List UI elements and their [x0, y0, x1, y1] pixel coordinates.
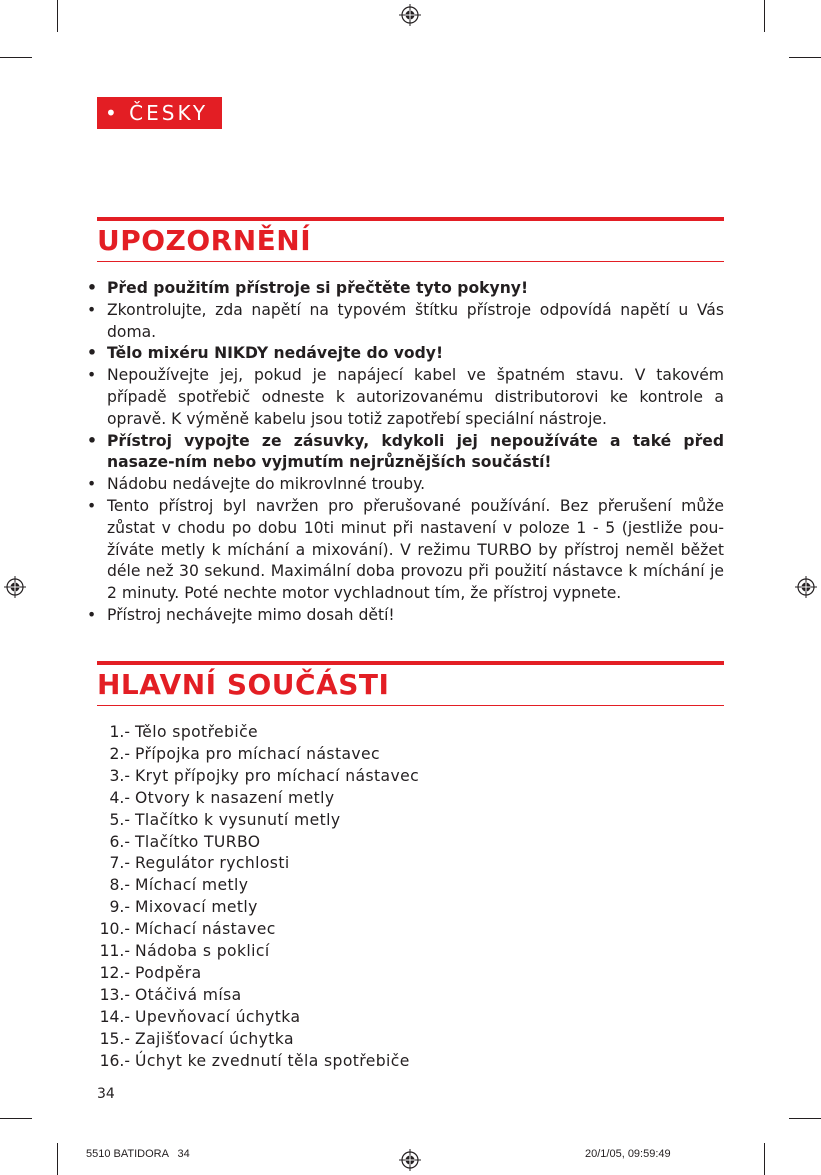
list-item [87, 919, 419, 941]
part-name: Zajišťovací úchytka [135, 1029, 294, 1048]
part-number: 6.- [109, 832, 130, 851]
warnings-list [87, 278, 724, 627]
part-number: 4.- [109, 788, 130, 807]
language-tag: • ČESKY [97, 97, 222, 129]
part-name: Tlačítko k vysunutí metly [135, 810, 341, 829]
part-number: 8.- [109, 876, 130, 895]
list-item [87, 985, 419, 1007]
warnings-section-title: UPOZORNĚNÍ [97, 224, 312, 257]
crop-mark-bottom-left-horizontal [0, 1118, 32, 1119]
list-item [87, 722, 419, 744]
section-rule-warnings [97, 217, 724, 221]
crop-mark-bottom-left-vertical [57, 1143, 58, 1175]
part-number: 12.- [99, 963, 130, 982]
list-item [87, 1007, 419, 1029]
print-slug-left: 5510 BATIDORA 34 [86, 1148, 190, 1160]
parts-section-title: HLAVNÍ SOUČÁSTI [97, 668, 390, 701]
warning-item: • Tento přístroj byl navržen pro přerušované používání. Bez přerušení může zůstat v chodu po dobu 10ti minut při nastavení v poloze 1 - 5 (jestliže pou-žíváte metly k míchání a mixování). V režimu TURBO by přístroj neměl běžet déle než 30 sekund. Maximální doba provozu při použití nástavce k míchání je 2 minuty. Poté nechte motor vychladnout tím, že přístroj vypnete. [87, 496, 724, 605]
list-item [87, 853, 419, 875]
part-name: Míchací metly [135, 876, 249, 895]
list-item [87, 1029, 419, 1051]
page-number: 34 [97, 1086, 115, 1102]
part-name: Upevňovací úchytka [135, 1007, 301, 1026]
crop-mark-top-right-horizontal [789, 57, 821, 58]
registration-mark-bottom-icon [399, 1149, 421, 1171]
part-name: Úchyt ke zvednutí těla spotřebiče [135, 1051, 410, 1070]
part-name: Tělo spotřebiče [135, 723, 259, 741]
part-number: 1.- [109, 723, 130, 741]
section-underline-parts [97, 705, 724, 706]
part-number: 5.- [109, 810, 130, 829]
print-slug-timestamp: 20/1/05, 09:59:49 [585, 1148, 671, 1160]
warning-item: • Tělo mixéru NIKDY nedávejte do vody! [87, 343, 724, 365]
part-number: 9.- [109, 898, 130, 917]
part-number: 11.- [99, 942, 130, 961]
list-item [87, 788, 419, 810]
registration-mark-top-icon [399, 4, 421, 26]
warning-item: • Nepoužívejte jej, pokud je napájecí kabel ve špatném stavu. V takovém případě spotřebič odneste k autorizovanému distributorovi ke kontrole a opravě. K výměně kabelu jsou totiž zapotřebí speciální nástroje. [87, 365, 724, 430]
part-number: 3.- [109, 766, 130, 785]
part-name: Přípojka pro míchací nástavec [135, 744, 381, 763]
part-name: Mixovací metly [135, 898, 258, 917]
section-rule-parts [97, 661, 724, 665]
warning-item: • Před použitím přístroje si přečtěte tyto pokyny! [87, 278, 724, 300]
part-number: 7.- [109, 854, 130, 873]
warning-item: • Přístroj nechávejte mimo dosah dětí! [87, 605, 724, 627]
crop-mark-bottom-right-horizontal [789, 1118, 821, 1119]
warning-item: • Zkontrolujte, zda napětí na typovém štítku přístroje odpovídá napětí u Vás doma. [87, 300, 724, 344]
parts-list [87, 722, 419, 1073]
part-name: Regulátor rychlosti [135, 854, 290, 873]
part-name: Otáčivá mísa [135, 985, 242, 1004]
list-item [87, 744, 419, 766]
crop-mark-bottom-right-vertical [764, 1143, 765, 1175]
part-name: Nádoba s poklicí [135, 942, 270, 961]
crop-mark-top-left-vertical [57, 0, 58, 32]
crop-mark-top-left-horizontal [0, 57, 32, 58]
part-number: 13.- [99, 985, 130, 1004]
part-number: 2.- [109, 744, 130, 763]
crop-mark-top-right-vertical [764, 0, 765, 32]
part-name: Kryt přípojky pro míchací nástavec [135, 766, 420, 785]
registration-mark-right-icon [795, 576, 817, 598]
warning-item: • Přístroj vypojte ze zásuvky, kdykoli jej nepoužíváte a také před nasaze-ním nebo vyjmutím nejrůznějších součástí! [87, 431, 724, 475]
list-item [87, 1051, 419, 1073]
list-item [87, 897, 419, 919]
section-underline-warnings [97, 261, 724, 262]
warning-item: • Nádobu nedávejte do mikrovlnné trouby. [87, 474, 724, 496]
part-name: Tlačítko TURBO [135, 832, 261, 851]
part-number: 10.- [99, 920, 130, 939]
part-number: 15.- [99, 1029, 130, 1048]
list-item [87, 941, 419, 963]
part-number: 16.- [99, 1051, 130, 1070]
part-number: 14.- [99, 1007, 130, 1026]
list-item [87, 810, 419, 832]
part-name: Otvory k nasazení metly [135, 788, 335, 807]
registration-mark-left-icon [4, 576, 26, 598]
list-item [87, 766, 419, 788]
part-name: Míchací nástavec [135, 920, 276, 939]
list-item [87, 832, 419, 854]
list-item [87, 963, 419, 985]
list-item [87, 875, 419, 897]
part-name: Podpěra [135, 963, 202, 982]
